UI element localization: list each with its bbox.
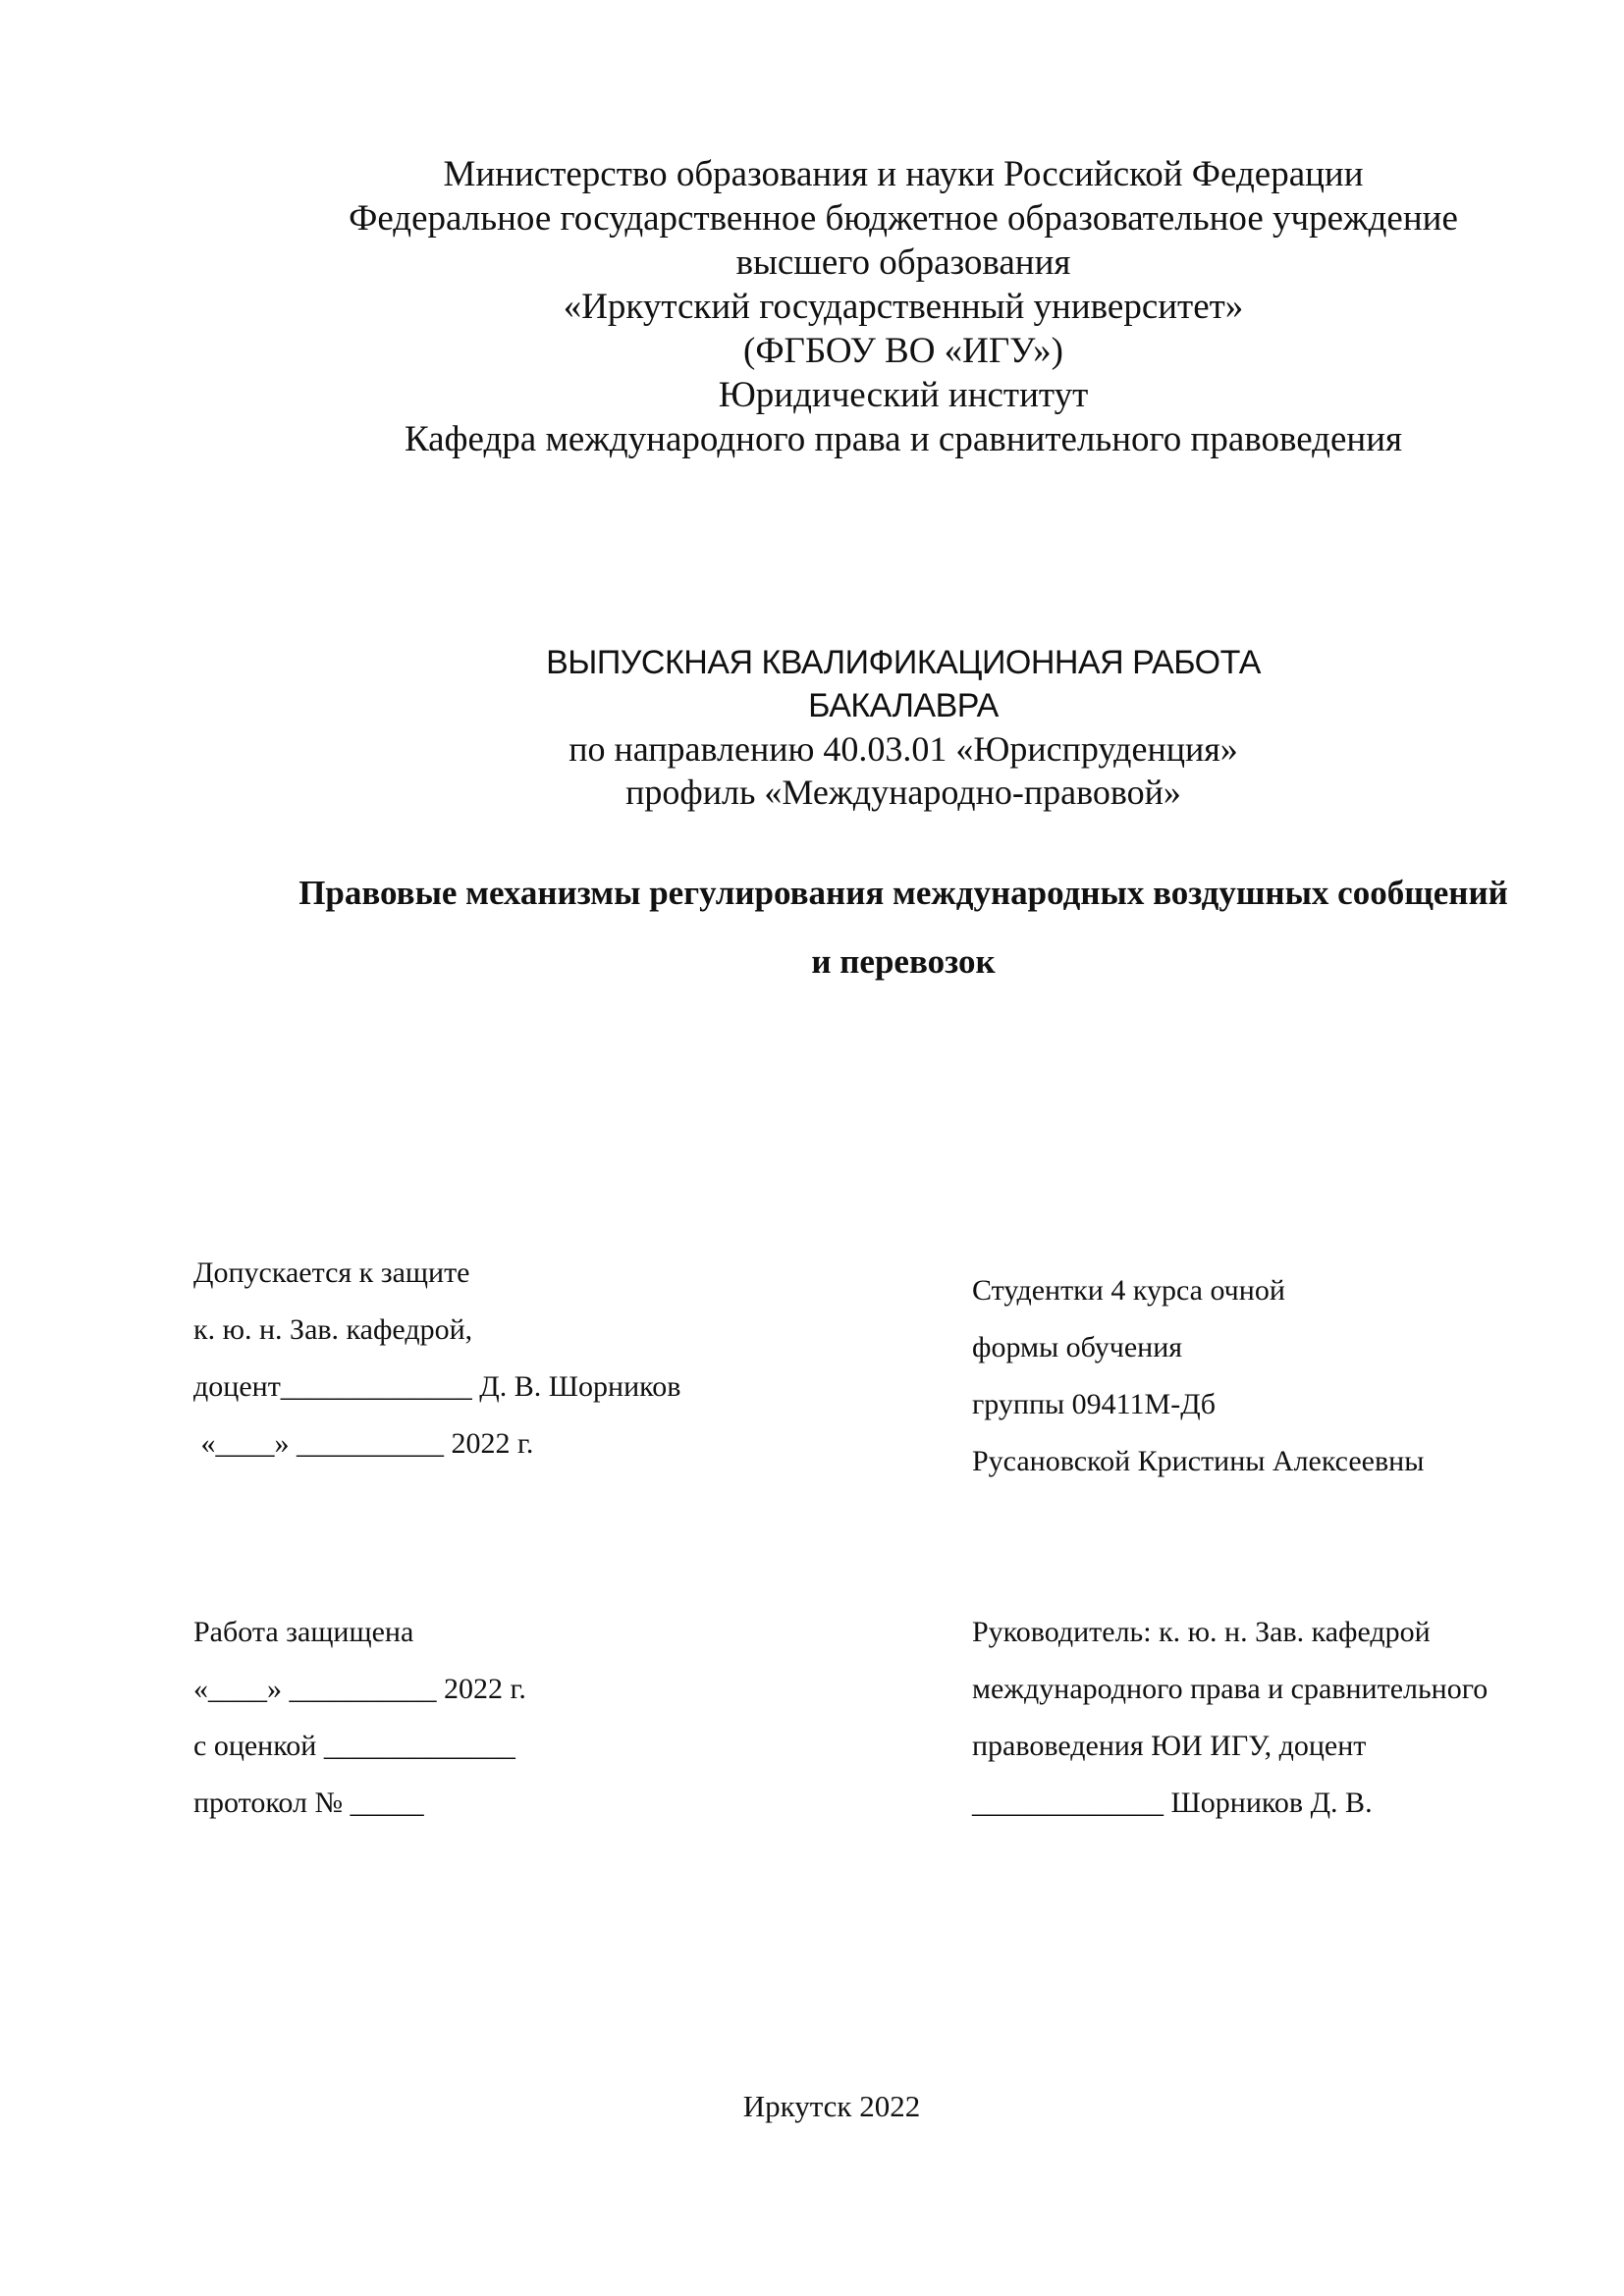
education-level-line: высшего образования [735, 242, 1071, 283]
work-type-line-2: БАКАЛАВРА [808, 687, 999, 724]
supervisor-line-3: правоведения ЮИ ИГУ, доцент [972, 1730, 1367, 1762]
institution-type-line: Федеральное государственное бюджетное образовательное учреждение [349, 198, 1458, 239]
department-line: Кафедра международного права и сравнительного правоведения [404, 419, 1403, 459]
work-type-block [412, 641, 1394, 814]
student-line-2: формы обучения [972, 1331, 1183, 1363]
thesis-title-line-1: Правовые механизмы регулирования международных воздушных сообщений [298, 874, 1508, 912]
student-line-3: группы 09411М-Дб [972, 1388, 1216, 1420]
admission-line-4: «____» __________ 2022 г. [193, 1427, 534, 1460]
supervisor-block [972, 1604, 1488, 1832]
work-type-line-1: ВЫПУСКНАЯ КВАЛИФИКАЦИОННАЯ РАБОТА [546, 644, 1261, 681]
defense-line-2: «____» __________ 2022 г. [193, 1673, 526, 1705]
supervisor-line-1: Руководитель: к. ю. н. Зав. кафедрой [972, 1616, 1431, 1648]
student-line-1: Студентки 4 курса очной [972, 1274, 1285, 1307]
defense-block [193, 1604, 526, 1832]
institute-line: Юридический институт [718, 375, 1089, 415]
defense-line-4: протокол № _____ [193, 1787, 424, 1819]
student-line-4: Русановской Кристины Алексеевны [972, 1445, 1425, 1477]
defense-line-3: с оценкой _____________ [193, 1730, 515, 1762]
university-abbr-line: (ФГБОУ ВО «ИГУ») [743, 331, 1063, 371]
place-year: Иркутск 2022 [742, 2089, 921, 2123]
institution-header [295, 152, 1512, 461]
student-block [972, 1262, 1424, 1490]
study-direction: по направлению 40.03.01 «Юриспруденция» [568, 729, 1238, 769]
admission-block [193, 1245, 680, 1472]
admission-line-3: доцент_____________ Д. В. Шорников [193, 1370, 681, 1403]
admission-line-2: к. ю. н. Зав. кафедрой, [193, 1313, 473, 1346]
study-profile: профиль «Международно-правовой» [625, 773, 1181, 812]
thesis-title-line-2: и перевозок [811, 942, 996, 981]
supervisor-line-4: _____________ Шорников Д. В. [972, 1787, 1373, 1819]
university-name-line: «Иркутский государственный университет» [563, 287, 1244, 327]
admission-line-1: Допускается к защите [193, 1256, 470, 1289]
ministry-line: Министерство образования и науки Российской Федерации [443, 154, 1364, 194]
defense-line-1: Работа защищена [193, 1616, 414, 1648]
supervisor-line-2: международного права и сравнительного [972, 1673, 1489, 1705]
thesis-title [196, 859, 1610, 996]
